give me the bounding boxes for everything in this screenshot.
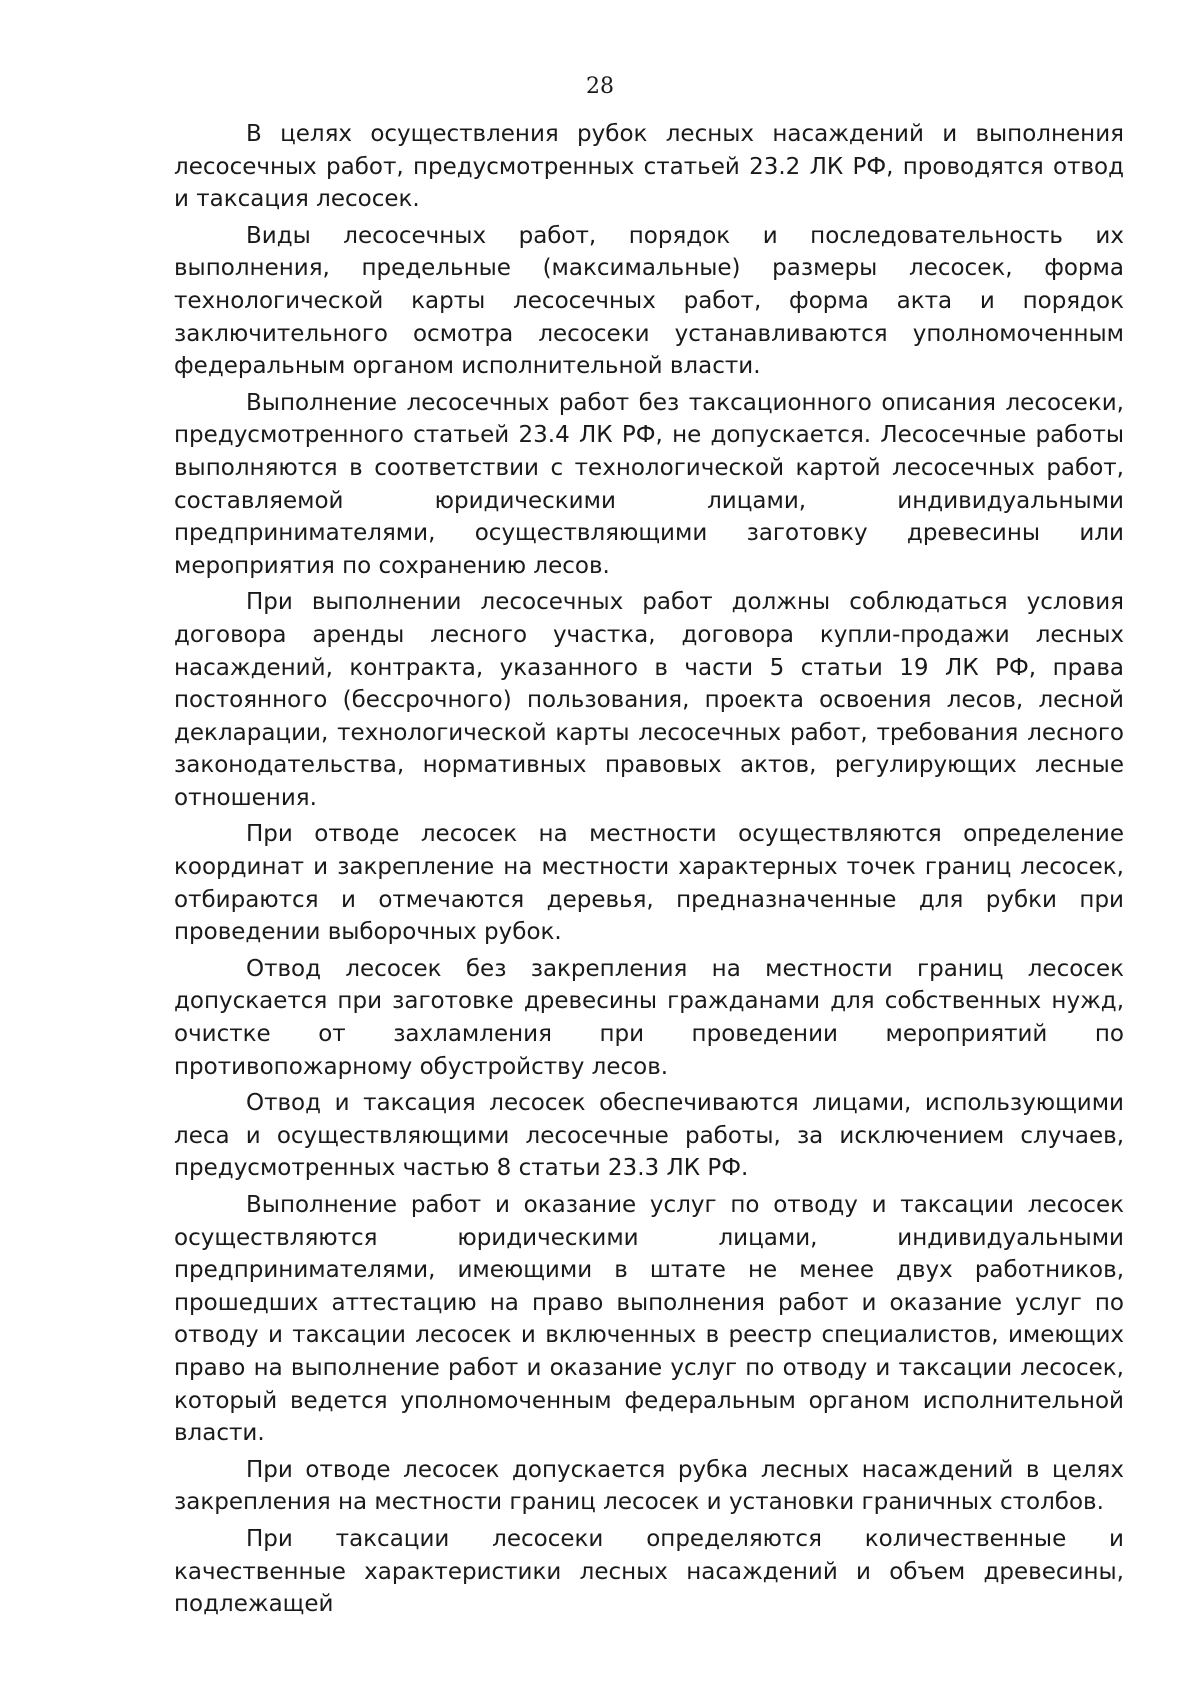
paragraph: В целях осуществления рубок лесных насаждений и выполнения лесосечных работ, предусмотренных статьей 23.2 ЛК РФ, проводятся отвод и таксация лесосек. bbox=[174, 121, 1124, 213]
paragraph: При отводе лесосек допускается рубка лесных насаждений в целях закрепления на местности границ лесосек и установки граничных столбов. bbox=[174, 1456, 1124, 1516]
paragraph: Выполнение работ и оказание услуг по отводу и таксации лесосек осуществляются юридическими лицами, индивидуальными предпринимателями, имеющими в штате не менее двух работников, прошедших аттестацию на право выполнения работ и оказание услуг по отводу и таксации лесосек и включенных в реестр специалистов, имеющих право на выполнение работ и оказание услуг по отводу и таксации лесосек, который ведется уполномоченным федеральным органом исполнительной власти. bbox=[174, 1192, 1124, 1447]
paragraph: При выполнении лесосечных работ должны соблюдаться условия договора аренды лесного участка, договора купли-продажи лесных насаждений, контракта, указанного в части 5 статьи 19 ЛК РФ, права постоянного (бессрочного) пользования, проекта освоения лесов, лесной декларации, технологической карты лесосечных работ, требования лесного законодательства, нормативных правовых актов, регулирующих лесные отношения. bbox=[174, 589, 1124, 811]
document-body bbox=[174, 118, 1124, 1621]
paragraph: Выполнение лесосечных работ без таксационного описания лесосеки, предусмотренного статьей 23.4 ЛК РФ, не допускается. Лесосечные работы выполняются в соответствии с технологической картой лесосечных работ, составляемой юридическими лицами, индивидуальными предпринимателями, осуществляющими заготовку древесины или мероприятия по сохранению лесов. bbox=[174, 389, 1124, 579]
paragraph: Виды лесосечных работ, порядок и последовательность их выполнения, предельные (максимальные) размеры лесосек, форма технологической карты лесосечных работ, форма акта и порядок заключительного осмотра лесосеки устанавливаются уполномоченным федеральным органом исполнительной власти. bbox=[174, 222, 1124, 380]
paragraph: Отвод и таксация лесосек обеспечиваются лицами, использующими леса и осуществляющими лесосечные работы, за исключением случаев, предусмотренных частью 8 статьи 23.3 ЛК РФ. bbox=[174, 1090, 1124, 1182]
page-number: 28 bbox=[586, 74, 614, 99]
paragraph: При отводе лесосек на местности осуществляются определение координат и закрепление на местности характерных точек границ лесосек, отбираются и отмечаются деревья, предназначенные для рубки при проведении выборочных рубок. bbox=[174, 821, 1124, 946]
paragraph: Отвод лесосек без закрепления на местности границ лесосек допускается при заготовке древесины гражданами для собственных нужд, очистке от захламления при проведении мероприятий по противопожарному обустройству лесов. bbox=[174, 955, 1124, 1080]
paragraph: При таксации лесосеки определяются количественные и качественные характеристики лесных насаждений и объем древесины, подлежащей bbox=[174, 1525, 1124, 1618]
